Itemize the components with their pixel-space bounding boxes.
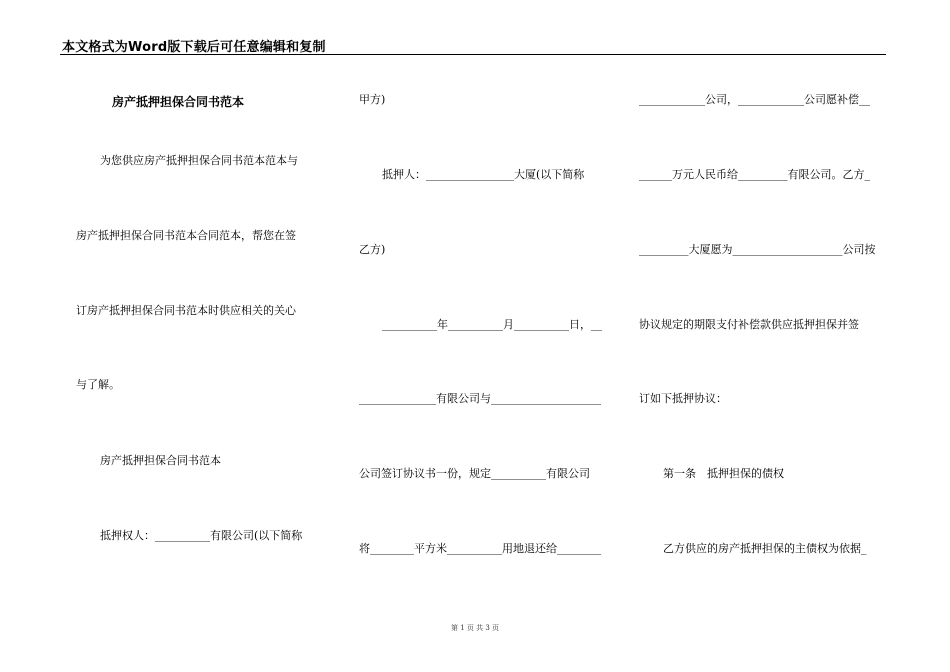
column-3 bbox=[620, 0, 950, 672]
text-line: 甲方) bbox=[359, 93, 386, 106]
document-header: 本文格式为Word版下载后可任意编辑和复制 bbox=[62, 40, 326, 55]
text-line: 乙方供应的房产抵押担保的主债权为依据_ bbox=[663, 542, 867, 555]
text-line: 房产抵押担保合同书范本合同范本，帮您在签 bbox=[76, 229, 296, 242]
text-line: 为您供应房产抵押担保合同书范本范本与 bbox=[100, 154, 298, 167]
text-line: 订房产抵押担保合同书范本时供应相关的关心 bbox=[76, 304, 296, 317]
section-heading: 第一条 抵押担保的债权 bbox=[663, 467, 784, 480]
page-number: 第 1 页 共 3 页 bbox=[450, 624, 500, 632]
text-line: ______万元人民币给_________有限公司。乙方_ bbox=[639, 168, 870, 181]
text-line: 抵押权人：__________有限公司(以下简称 bbox=[100, 529, 303, 542]
text-line: 将________平方米__________用地退还给________ bbox=[359, 542, 601, 555]
text-line: _________大厦愿为____________________公司按 bbox=[639, 243, 876, 256]
text-line: ______________有限公司与____________________ bbox=[359, 392, 601, 405]
text-line: 乙方) bbox=[359, 243, 386, 256]
document-title: 房产抵押担保合同书范本 bbox=[112, 95, 245, 109]
text-line: 订如下抵押协议： bbox=[639, 392, 727, 405]
text-line: 公司签订协议书一份，规定__________有限公司 bbox=[359, 467, 590, 480]
text-line: 抵押人：________________大厦(以下简称 bbox=[382, 168, 585, 181]
column-1 bbox=[0, 0, 340, 672]
text-line: 协议规定的期限支付补偿款供应抵押担保并签 bbox=[639, 318, 859, 331]
text-line: __________年__________月__________日，__ bbox=[382, 318, 602, 331]
text-line: 与了解。 bbox=[76, 378, 120, 391]
column-2 bbox=[340, 0, 620, 672]
section-heading: 房产抵押担保合同书范本 bbox=[100, 454, 221, 467]
text-line: ____________公司，____________公司愿补偿__ bbox=[639, 93, 870, 106]
